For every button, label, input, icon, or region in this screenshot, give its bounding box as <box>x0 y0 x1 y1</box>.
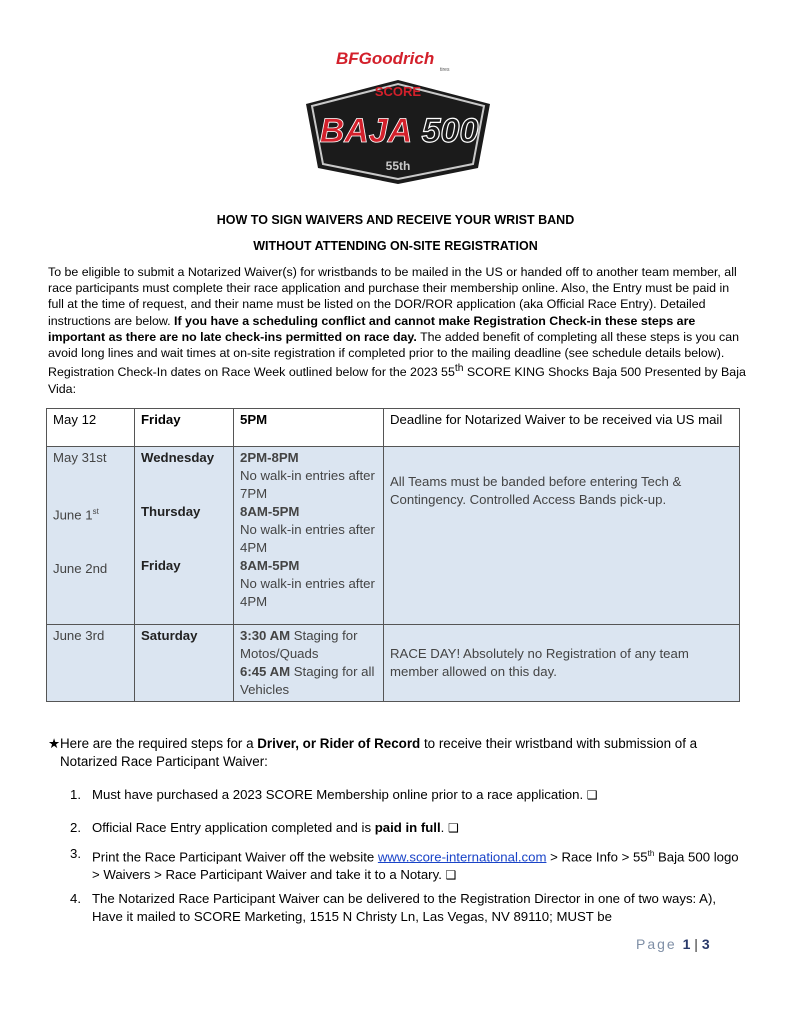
day-2: Thursday <box>141 504 201 519</box>
heading-line-1: HOW TO SIGN WAIVERS AND RECEIVE YOUR WRIST BAND <box>216 213 575 227</box>
step-sup: th <box>647 849 655 858</box>
checkbox-icon: ❑ <box>447 820 459 835</box>
cell-day: Saturday <box>135 625 234 702</box>
page-number-footer <box>636 936 710 952</box>
date-2 <box>53 503 128 524</box>
step-number: 2. <box>70 819 81 835</box>
registration-schedule-table <box>46 408 740 702</box>
step-text-end: . <box>440 819 448 835</box>
time-1-rest: Staging for Motos/Quads <box>240 628 358 661</box>
intro-sup: th <box>454 363 464 375</box>
cell-days <box>135 447 234 625</box>
time-2-note: No walk-in entries after 4PM <box>240 522 375 555</box>
day-1: Wednesday <box>141 450 215 465</box>
cell-date: June 3rd <box>47 625 135 702</box>
time-2: 6:45 AM <box>240 664 291 679</box>
step-text: Must have purchased a 2023 SCORE Membership online prior to a race application. <box>92 787 587 802</box>
intro-text-2: The added benefit of completing all these steps is you can avoid long lines and wait times at on-site registration if completed prior to the mailing deadline (see schedule details below). Registration Check-In dates on Race Week outlined below for the 2023 55 <box>48 329 739 380</box>
checkbox-icon: ❑ <box>445 867 457 882</box>
note-text: All Teams must be banded before entering Tech & Contingency. Controlled Access Bands pick-up. <box>390 474 682 507</box>
logo-baja-text: BAJA <box>319 112 413 150</box>
cell-dates <box>47 447 135 625</box>
cell-times <box>234 447 384 625</box>
cell-note <box>384 447 740 625</box>
date-3: June 2nd <box>53 561 108 577</box>
step-number: 3. <box>70 846 81 861</box>
table-row <box>47 409 740 447</box>
date-1: May 31st <box>53 450 107 465</box>
time-1-note: No walk-in entries after 7PM <box>240 468 375 501</box>
steps-intro-bold: Driver, or Rider of Record <box>257 736 421 751</box>
time-1: 2PM-8PM <box>240 450 299 465</box>
score-website-link[interactable]: www.score-international.com <box>377 849 547 865</box>
page-current: 1 <box>682 936 691 952</box>
cell-day: Friday <box>135 409 234 447</box>
time-1: 3:30 AM <box>240 628 291 643</box>
logo-edition-text: 55th <box>385 159 411 173</box>
step-bold: paid in full <box>374 819 441 835</box>
page-word: Page <box>636 936 677 952</box>
time-2: 8AM-5PM <box>240 504 300 519</box>
steps-intro-line-2: Notarized Race Participant Waiver: <box>60 754 268 769</box>
step-text-a: Print the Race Participant Waiver off the website <box>92 849 378 865</box>
steps-intro-text-a: Here are the required steps for a <box>60 736 258 751</box>
list-item <box>56 819 746 838</box>
day-3: Friday <box>141 558 181 573</box>
step-number: 4. <box>70 891 81 907</box>
intro-text-3: SCORE KING Shocks Baja 500 Presented by Baja Vida: <box>48 365 746 396</box>
page-total: 3 <box>701 936 710 952</box>
step-number: 1. <box>70 787 81 802</box>
cell-times <box>234 625 384 702</box>
step-text: The Notarized Race Participant Waiver can be delivered to the Registration Director in one of two ways: A), Have it mailed to SCORE Marketing, 1515 N Christy Ln, Las Vegas, NV 89110; MUST be <box>92 891 717 924</box>
list-item <box>56 786 746 805</box>
intro-bold-warning: If you have a scheduling conflict and cannot make Registration Check-in these steps are important as there are no late check-ins permitted on race day. <box>48 313 696 344</box>
cell-note: Deadline for Notarized Waiver to be received via US mail <box>384 409 740 447</box>
page-separator: | <box>690 936 702 952</box>
cell-date: May 12 <box>47 409 135 447</box>
intro-text-1: To be eligible to submit a Notarized Waiver(s) for wristbands to be mailed in the US or handed off to another team member, all race participants must complete their race application and purchase their membership online. Also, the Entry must be paid in full at the time of request, and their name must be listed on the DOR/ROR application (aka Official Race Entry). Detailed instructions are below. <box>48 265 737 328</box>
logo-brand-text: BFGoodrich <box>336 49 435 68</box>
steps-intro <box>48 735 748 771</box>
logo-score-text: SCORE <box>374 84 422 99</box>
step-text: Official Race Entry application completed and is <box>92 819 375 835</box>
time-3: 8AM-5PM <box>240 558 300 573</box>
date-2-text: June 1 <box>53 507 93 523</box>
table-row <box>47 625 740 702</box>
step-text-c: Baja 500 logo > Waivers > Race Participant Waiver and take it to a Notary. <box>92 849 739 882</box>
logo-500-text: 500 <box>421 112 479 150</box>
table-row <box>47 447 740 625</box>
checkbox-icon: ❑ <box>586 788 598 802</box>
cell-note: RACE DAY! Absolutely no Registration of any team member allowed on this day. <box>384 625 740 702</box>
required-steps-list <box>56 786 746 925</box>
intro-paragraph <box>48 264 748 397</box>
time-3-note: No walk-in entries after 4PM <box>240 576 375 609</box>
steps-intro-text-b: to receive their wristband with submission of a <box>420 736 698 751</box>
list-item <box>56 845 746 884</box>
baja-500-logo <box>298 44 498 184</box>
step-text-b: > Race Info > 55 <box>546 849 648 865</box>
logo-brand-sub: tires <box>440 67 450 73</box>
cell-time: 5PM <box>234 409 384 447</box>
time-2-rest: Staging for all Vehicles <box>240 664 375 697</box>
date-2-sup: st <box>92 507 99 516</box>
star-icon: ★ <box>48 736 61 751</box>
list-item <box>56 890 746 925</box>
heading-line-2: WITHOUT ATTENDING ON-SITE REGISTRATION <box>253 239 538 253</box>
